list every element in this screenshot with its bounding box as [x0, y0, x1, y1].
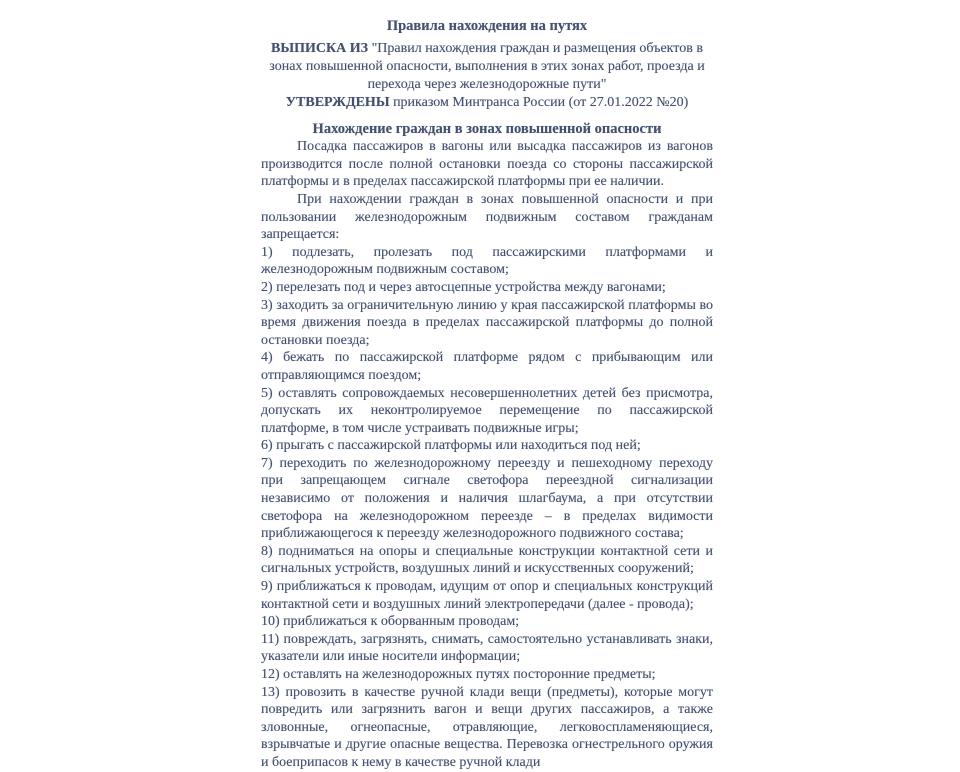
list-item-11: 11) повреждать, загрязнять, снимать, самостоятельно устанавливать знаки, указатели или иные носители информации; [261, 631, 713, 665]
intro-paragraph-prohibitions: При нахождении граждан в зонах повышенной опасности и при пользовании железнодорожным подвижным составом гражданам запрещается: [261, 191, 713, 243]
list-item-10: 10) приближаться к оборванным проводам; [261, 614, 520, 630]
list-item-9: 9) приближаться к проводам, идущим от опор и специальных конструкций контактной сети и воздушных линий электропередачи (далее - провода); [261, 579, 713, 612]
extract-paragraph [261, 40, 713, 94]
document-content [261, 18, 713, 772]
intro-paragraph-boarding: Посадка пассажиров в вагоны или высадка пассажиров из вагонов производится после полной остановки поезда со стороны пассажирской платформы и в пределах пассажирской платформы при ее наличии. [261, 139, 713, 190]
list-item-12: 12) оставлять на железнодорожных путях посторонние предметы; [261, 667, 656, 682]
list-item-2: 2) перелезать под и через автосцепные устройства между вагонами; [261, 279, 666, 295]
approved-line [261, 94, 713, 112]
section-heading: Нахождение граждан в зонах повышенной опасности [312, 120, 662, 137]
extract-text: "Правил нахождения граждан и размещения объектов в зонах повышенной опасности, выполнения в этих зонах работ, проезда и перехода через железнодорожные пути" [269, 40, 705, 92]
list-item-5: 5) оставлять сопровождаемых несовершеннолетних детей без присмотра, допускать их неконтролируемое перемещение по пассажирской платформе, в том числе устраивать подвижные игры; [261, 385, 713, 436]
list-item-6: 6) прыгать с пассажирской платформы или находиться под ней; [261, 438, 641, 454]
approved-label: УТВЕРЖДЕНЫ [285, 94, 394, 110]
document-title: Правила нахождения на путях [386, 18, 588, 34]
list-item-4: 4) бежать по пассажирской платформе рядом с прибывающим или отправляющимся поездом; [261, 350, 713, 383]
list-item-1: 1) подлезать, пролезать под пассажирскими платформами и железнодорожным подвижным составом; [261, 244, 713, 278]
list-item-13: 13) провозить в качестве ручной клади вещи (предметы), которые могут повредить или загрязнить вагон и вещи других пассажиров, а также зловонные, огнеопасные, отравляющие, легковоспламеняющиеся, взрывчатые и другие опасные вещества. Перевозка огнестрельного оружия и боеприпасов к нему в качестве ручной клади [261, 684, 713, 770]
list-item-3: 3) заходить за ограничительную линию у края пассажирской платформы во время движения поезда в пределах пассажирской платформы до полной остановки поезда; [261, 297, 713, 348]
list-item-8: 8) подниматься на опоры и специальные конструкции контактной сети и сигнальных устройств, воздушных линий и искусственных сооружений; [261, 543, 713, 577]
approved-text: приказом Минтранса России (от 27.01.2022 №20) [393, 94, 689, 110]
extract-label: ВЫПИСКА ИЗ [271, 40, 372, 56]
list-item-7: 7) переходить по железнодорожному переезду и пешеходному переходу при запрещающем сигнале светофора переездной сигнализации независимо от положения и наличия шлагбаума, а при отсутствии светофора на железнодорожном переезде – в пределах видимости приближающегося к переезду железнодорожного подвижного состава; [261, 455, 713, 542]
